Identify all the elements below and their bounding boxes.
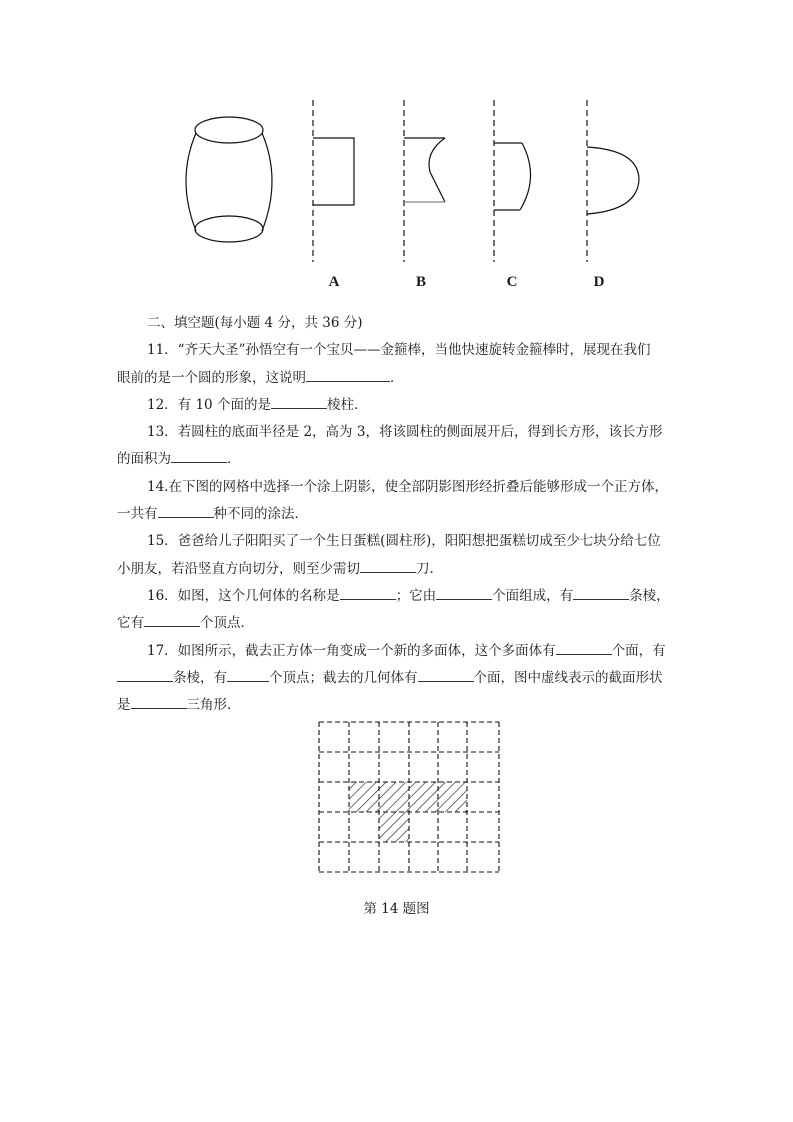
q11-answer-blank[interactable] <box>306 367 390 382</box>
q17-text-b: 个面，有 <box>611 642 666 659</box>
q17-text-d: 个顶点；截去的几何体有 <box>269 669 418 686</box>
q17-text-e: 个面，图中虚线表示的截面形状 <box>473 669 663 686</box>
q17-shape-blank[interactable] <box>131 694 187 709</box>
q17-end: 三角形． <box>186 697 241 714</box>
question-15-line-2 <box>117 556 673 583</box>
q17-edges-blank[interactable] <box>117 667 173 682</box>
question-13-line-1: 13．若圆柱的底面半径是 2，高为 3，将该圆柱的侧面展开后，得到长方形，该长方形 <box>147 424 663 441</box>
fill-in-section <box>117 310 673 719</box>
q14-answer-blank[interactable] <box>158 503 214 518</box>
q11-end: ． <box>390 369 404 386</box>
q16-edges-blank[interactable] <box>573 585 629 600</box>
question-15-line-1: 15．爸爸给儿子阳阳买了一个生日蛋糕(圆柱形)，阳阳想把蛋糕切成至少七块分给七位 <box>147 533 661 550</box>
q16-text-c: 个面组成，有 <box>492 587 574 604</box>
question-14-line-2 <box>117 501 673 528</box>
question-17-line-1 <box>117 638 673 665</box>
q16-vertices-blank[interactable] <box>144 612 200 627</box>
q17-cut-faces-blank[interactable] <box>418 667 474 682</box>
choice-d-label: D <box>593 274 605 290</box>
question-12 <box>117 392 673 419</box>
q11-text: 眼前的是一个圆的形象，这说明 <box>117 369 306 386</box>
grid-caption: 第 14 题图 <box>363 901 430 917</box>
question-17-line-3 <box>117 692 673 719</box>
q17-text-a: 17．如图所示，截去正方体一角变成一个新的多面体，这个多面体有 <box>147 642 556 659</box>
choice-a-label: A <box>328 274 340 290</box>
q12-text: 12．有 10 个面的是 <box>147 396 271 413</box>
question-13-line-2 <box>117 446 673 473</box>
section-heading: 二、填空题(每小题 4 分，共 36 分) <box>147 315 363 331</box>
barrel-solid-drawing <box>186 117 272 242</box>
question-14-line-1: 14.在下图的网格中选择一个涂上阴影，使全部阴影图形经折叠后能够形成一个正方体， <box>147 478 668 495</box>
q13-text: 的面积为 <box>117 451 171 468</box>
q16-name-blank[interactable] <box>340 585 396 600</box>
q16-text-e: 它有 <box>117 615 144 632</box>
question-17-line-2 <box>117 665 673 692</box>
q14-end: 种不同的涂法． <box>213 506 308 523</box>
q15-end: 刀． <box>416 560 443 577</box>
choice-d-drawing <box>587 100 639 262</box>
q16-text-d: 条棱， <box>629 587 670 604</box>
q12-end: 棱柱． <box>326 396 368 413</box>
choice-b-drawing <box>404 100 445 262</box>
question-16-line-1 <box>117 583 673 610</box>
question-16-line-2 <box>117 610 673 637</box>
q17-text-f: 是 <box>117 697 131 714</box>
rotation-choices-figure <box>0 0 793 300</box>
choice-c-label: C <box>506 274 518 290</box>
q16-end: 个顶点． <box>200 615 254 632</box>
q14-text: 一共有 <box>117 506 158 523</box>
q16-text-b: ；它由 <box>395 587 437 604</box>
choice-a-drawing <box>313 100 354 262</box>
q15-text: 小朋友，若沿竖直方向切分，则至少需切 <box>117 560 360 577</box>
q17-vertices-blank[interactable] <box>227 667 269 682</box>
q13-end: ． <box>227 451 241 468</box>
question-14-grid <box>318 721 502 876</box>
choice-c-drawing <box>494 100 531 262</box>
q17-text-c: 条棱，有 <box>173 669 227 686</box>
q12-answer-blank[interactable] <box>271 394 327 409</box>
q17-faces-blank[interactable] <box>556 640 612 655</box>
q16-text-a: 16．如图，这个几何体的名称是 <box>147 587 340 604</box>
q16-faces-blank[interactable] <box>436 585 492 600</box>
q15-answer-blank[interactable] <box>360 558 416 573</box>
q13-answer-blank[interactable] <box>171 448 227 463</box>
grid-lines <box>319 722 499 872</box>
question-11-line-1: 11．“齐天大圣”孙悟空有一个宝贝——金箍棒，当他快速旋转金箍棒时，展现在我们 <box>147 342 651 359</box>
question-11-line-2 <box>117 365 673 392</box>
choice-b-label: B <box>415 274 426 290</box>
